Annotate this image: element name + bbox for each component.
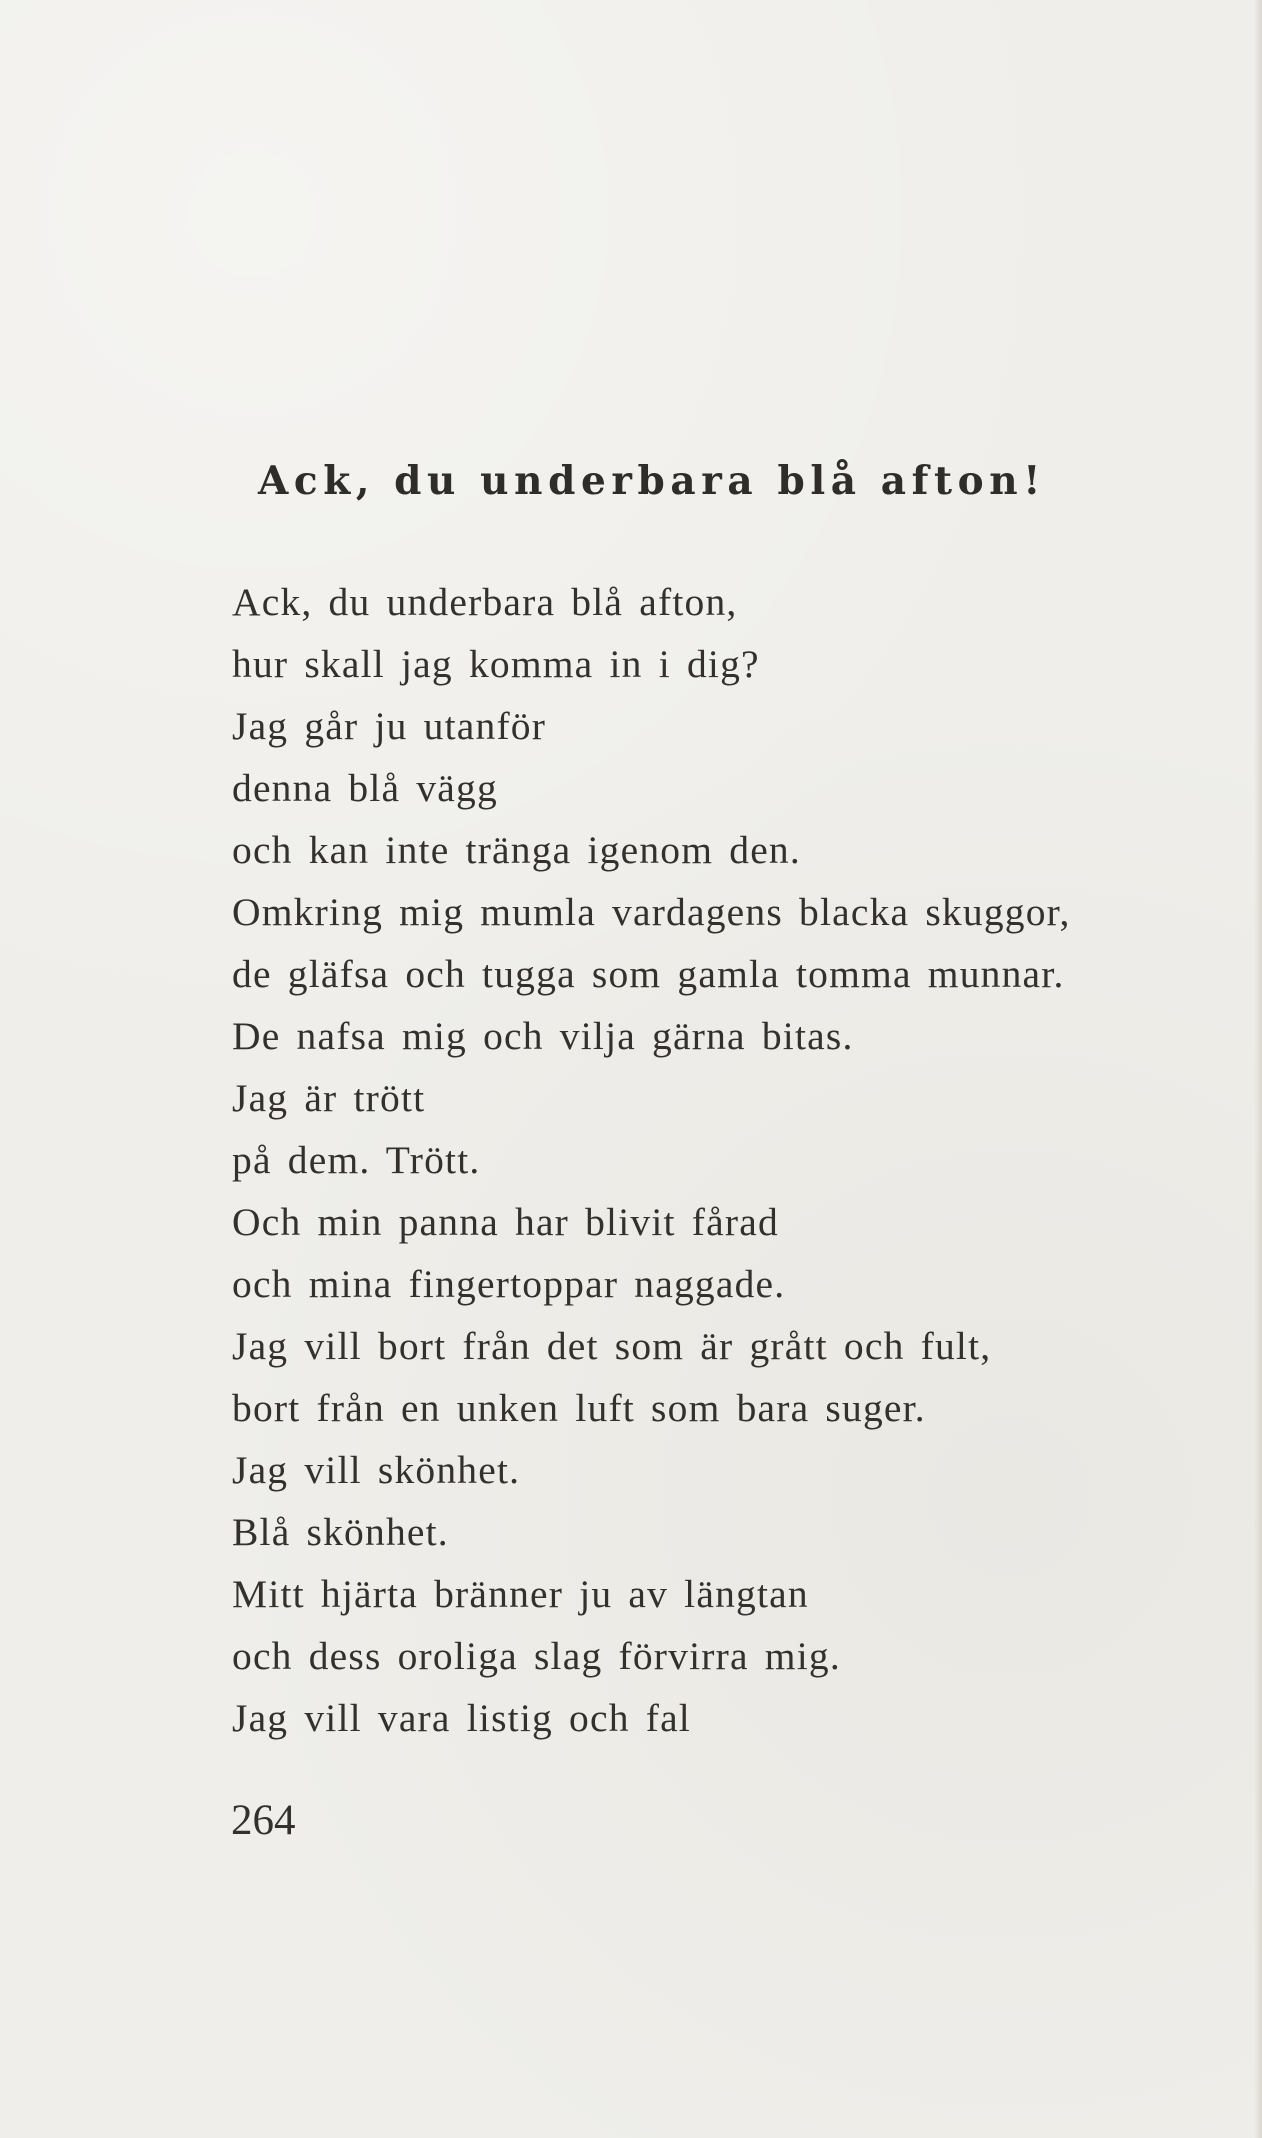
poem-line: denna blå vägg bbox=[232, 766, 498, 810]
poem-body bbox=[232, 571, 1162, 1749]
poem-line: Mitt hjärta bränner ju av längtan bbox=[232, 1572, 809, 1616]
poem-line: Och min panna har blivit fårad bbox=[232, 1200, 779, 1244]
page-edge-shadow bbox=[1254, 0, 1262, 2138]
poem-line: på dem. Trött. bbox=[232, 1138, 481, 1182]
poem-line: Jag vill vara listig och fal bbox=[232, 1696, 691, 1740]
poem-line: Blå skönhet. bbox=[232, 1510, 449, 1554]
poem-title: Ack, du underbara blå afton! bbox=[258, 458, 1046, 504]
poem-line: Ack, du underbara blå afton, bbox=[232, 580, 738, 624]
poem-line: bort från en unken luft som bara suger. bbox=[232, 1386, 926, 1430]
poem-line: De nafsa mig och vilja gärna bitas. bbox=[232, 1014, 854, 1058]
poem-line: hur skall jag komma in i dig? bbox=[232, 642, 760, 686]
poem-line: Jag är trött bbox=[232, 1076, 426, 1120]
poem-line: och kan inte tränga igenom den. bbox=[232, 828, 801, 872]
poem-line: Omkring mig mumla vardagens blacka skuggor, bbox=[232, 890, 1071, 934]
poem-line: Jag vill bort från det som är grått och fult, bbox=[232, 1324, 992, 1368]
poem-line: de gläfsa och tugga som gamla tomma munnar. bbox=[232, 952, 1065, 996]
poem-line: Jag vill skönhet. bbox=[232, 1448, 521, 1492]
page-number: 264 bbox=[231, 1797, 296, 1844]
poem-line: och mina fingertoppar naggade. bbox=[232, 1262, 786, 1306]
poem-line: och dess oroliga slag förvirra mig. bbox=[232, 1634, 841, 1678]
poem-line: Jag går ju utanför bbox=[232, 704, 547, 748]
